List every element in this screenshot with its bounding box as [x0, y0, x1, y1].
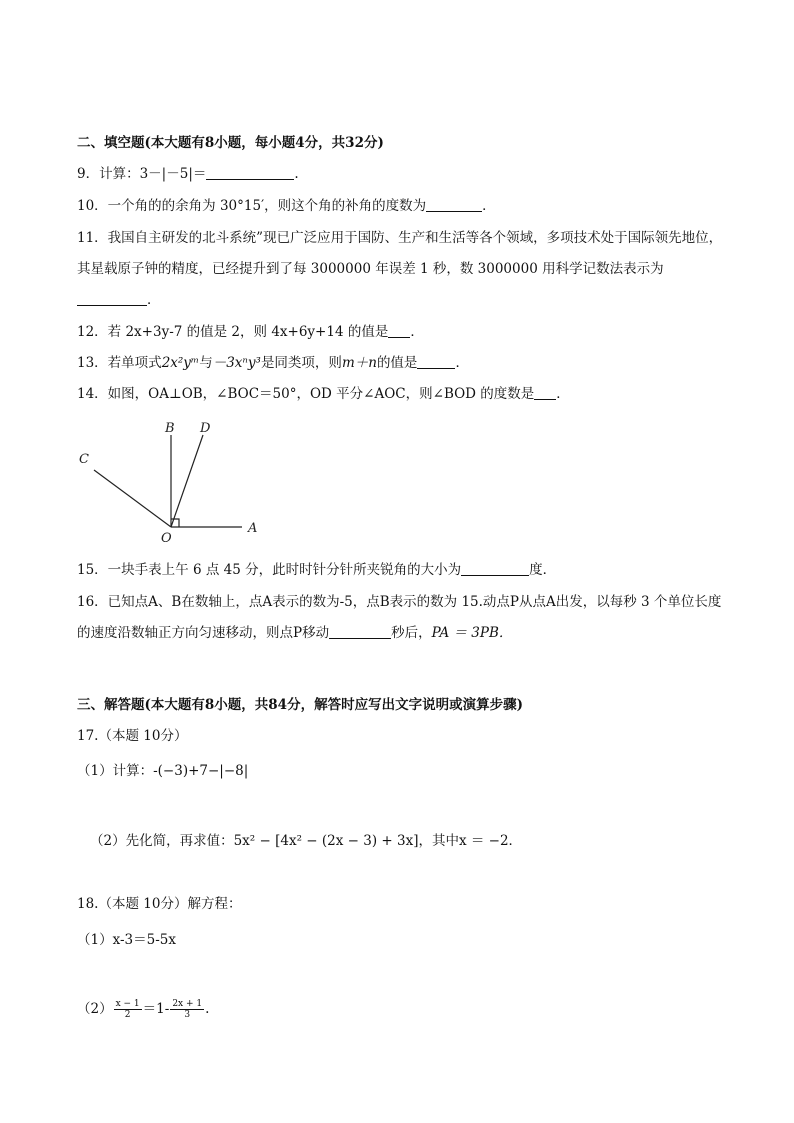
q10-end: ． [482, 198, 496, 214]
q13-text-mid2: 是同类项，则 [260, 355, 342, 371]
q13-end: ． [455, 355, 469, 371]
q18-fraction-2 [170, 999, 204, 1020]
q18-end: . [205, 1001, 210, 1017]
q13-text-mid3: 的值是 [376, 355, 418, 371]
question-16-line2 [77, 624, 512, 642]
question-17-part2: （2）先化简，再求值：5x² − [4x² − (2x − 3) + 3x]，其中x ＝ −2． [90, 833, 523, 849]
q16-text-a: 的速度沿数轴正方向匀速移动，则点P移动 [77, 625, 330, 641]
q18-f2-numerator: 2x + 1 [172, 999, 203, 1009]
ray-oc [94, 470, 171, 527]
section-fill-title: 二、填空题(本大题有8小题，每小题4分，共32分) [77, 135, 384, 151]
q9-end: . [294, 166, 299, 182]
q18-mid: ＝1- [142, 1001, 170, 1017]
q15-end: 度． [529, 562, 557, 578]
q12-text: 12．若 2x+3y-7 的值是 2，则 4x+6y+14 的值是 [77, 324, 389, 340]
angle-figure [70, 415, 270, 545]
q13-expr-sum: m＋n [341, 355, 377, 371]
q13-answer-blank[interactable] [417, 354, 455, 369]
question-18-part2 [77, 999, 209, 1020]
q14-answer-blank[interactable] [534, 385, 556, 400]
q16-answer-blank[interactable] [329, 624, 391, 639]
question-16-line1: 16．已知点A、B在数轴上，点A表示的数为-5，点B表示的数为 15.动点P从点A出发，以每秒 3 个单位长度 [77, 594, 722, 610]
q11-answer-blank[interactable] [77, 291, 147, 306]
q13-monomial-2: －3xⁿy³ [212, 355, 261, 371]
question-17-head: 17.（本题 10分） [77, 728, 188, 744]
q10-answer-blank[interactable] [426, 197, 482, 212]
q12-end: ． [410, 324, 424, 340]
q18-f1-denominator: 2 [124, 1010, 131, 1020]
q14-end: ． [556, 386, 570, 402]
question-17-part1: （1）计算：-(−3)+7−|−8| [77, 763, 249, 779]
q15-text: 15．一块手表上午 6 点 45 分，此时时针分针所夹锐角的大小为 [77, 562, 462, 578]
question-18-head: 18.（本题 10分）解方程： [77, 896, 242, 912]
q16-text-b: 秒后， [391, 625, 432, 641]
label-o: O [161, 531, 172, 545]
label-d: D [200, 421, 211, 436]
q18-fraction-1 [114, 999, 142, 1020]
q10-text: 10．一个角的的余角为 30°15′，则这个角的补角的度数为 [77, 198, 427, 214]
q18-f2-denominator: 3 [184, 1010, 191, 1020]
q18-part2-label: （2） [77, 1001, 113, 1017]
question-11-line1: 11．我国自主研发的北斗系统”现已广泛应用于国防、生产和生活等各个领域，多项技术处于国际领先地位， [77, 230, 723, 246]
label-b: B [165, 421, 175, 436]
q9-answer-blank[interactable] [206, 165, 294, 180]
q13-monomial-1: 2x²yᵐ [161, 355, 200, 371]
question-14 [77, 385, 570, 403]
question-9 [77, 165, 299, 183]
q16-expr: PA ＝ 3PB． [431, 625, 513, 641]
q13-text-mid: 与 [199, 355, 213, 371]
question-15 [77, 561, 556, 579]
question-10 [77, 197, 496, 215]
question-11-line3 [77, 291, 161, 309]
q12-answer-blank[interactable] [388, 323, 410, 338]
question-12 [77, 323, 424, 341]
section-solve-title: 三、解答题(本大题有8小题，共84分，解答时应写出文字说明或演算步骤) [77, 697, 523, 713]
q13-text-pre: 13．若单项式 [77, 355, 162, 371]
question-13 [77, 354, 469, 372]
question-18-part1: （1）x-3＝5-5x [77, 932, 176, 948]
q11-end: ． [147, 292, 161, 308]
q14-text: 14．如图，OA⊥OB，∠BOC＝50°，OD 平分∠AOC，则∠BOD 的度数是 [77, 386, 535, 402]
q15-answer-blank[interactable] [461, 561, 529, 576]
question-11-line2: 其星载原子钟的精度，已经提升到了每 3000000 年误差 1 秒，数 3000000 用科学记数法表示为 [77, 261, 664, 277]
q18-f1-numerator: x − 1 [115, 999, 140, 1009]
ray-od [171, 435, 203, 527]
label-a: A [248, 521, 258, 536]
label-c: C [79, 452, 89, 467]
q9-text: 9．计算：3－|－5|＝ [77, 166, 207, 182]
